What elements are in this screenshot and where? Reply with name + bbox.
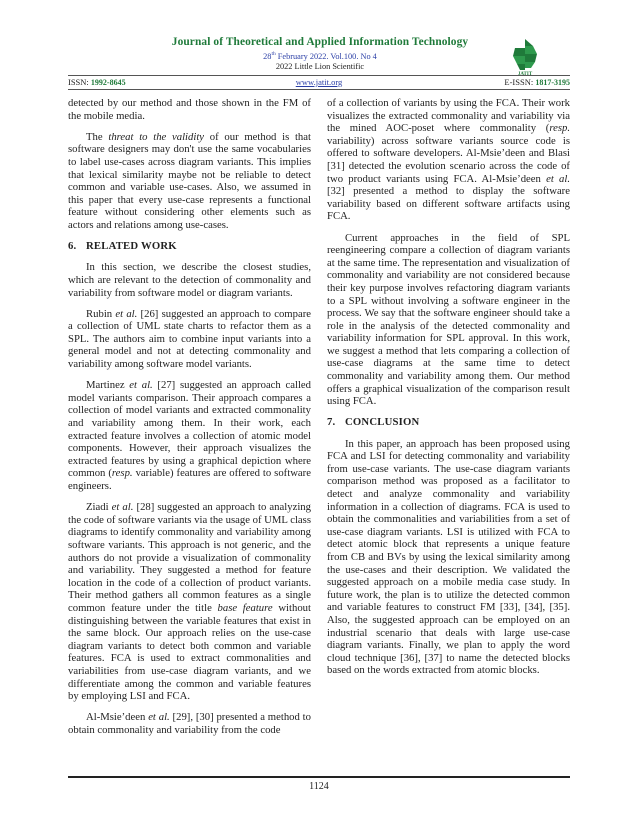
journal-title: Journal of Theoretical and Applied Information Technology — [171, 36, 469, 48]
paragraph-martinez — [68, 379, 311, 492]
logo-caption: JATIT — [517, 72, 533, 77]
right-column — [327, 97, 570, 686]
paragraph-continued — [327, 97, 570, 223]
paragraph-threat-to-validity — [68, 131, 311, 232]
paragraph-current-approaches: Current approaches in the field of SPL reengineering compare a collection of diagram variants at the same time. The representation and visualization of commonality and variability are not considered because their key purpose involves refactoring diagram variants to a SPL without involving a software engineer in the process. We say that the software engineer should take a role in the analysis of the detected commonality and variability information for SPL approval. In this work, we suggest a method that lets comparing a collection of use-case diagrams at the same time to detect commonality and variability among them. Our method offers a graphical visualization of the comparison result using FCA. — [327, 231, 570, 408]
publisher-line: 2022 Little Lion Scientific — [275, 62, 365, 71]
header-rule-top — [68, 75, 570, 76]
section-number: 7. — [327, 416, 336, 429]
emphasis: threat to the validity — [108, 130, 205, 143]
issue-line — [110, 51, 530, 61]
text-span: The — [86, 130, 109, 143]
eissn — [504, 77, 570, 87]
text-span: Rubin — [86, 307, 116, 320]
text-span: [29], [30] presented a method to obtain commonality and variability from the code — [68, 711, 311, 736]
header-rule-bottom — [68, 89, 570, 90]
emphasis: et al. — [148, 711, 170, 724]
eissn-value: 1817-3195 — [535, 78, 570, 87]
paragraph-ziadi — [68, 501, 311, 703]
paragraph-al-msiedeen — [68, 711, 311, 736]
text-span: Al-Msie’deen — [86, 711, 149, 724]
section-heading-conclusion — [327, 416, 570, 429]
text-span: variability) across software variants source code is offered to software developers. Al-Msie’deen and Blasi [31] detected the evolution scenario across the code of two product variants using FCA. Al-Msie’deen — [327, 134, 570, 185]
section-title: RELATED WORK — [86, 240, 177, 253]
text-span: Ziadi — [86, 501, 112, 514]
page-number: 1124 — [309, 781, 329, 792]
text-span: [27] suggested an approach called model variants comparison. Their approach compares a collection of model variants and extracted commonality and variability among them. In their work, each extracted feature involves a collection of atomic model components. However, their approach visualizes the extracted features by using a graphical depiction where common ( — [68, 379, 311, 480]
issn-row — [68, 77, 570, 89]
issn-label: ISSN: — [68, 77, 91, 87]
footer-rule — [68, 776, 570, 778]
text-span: of a collection of variants by using the FCA. Their work visualizes the extracted commonality and variability via the mined AOC-poset where commonality ( — [327, 97, 570, 135]
emphasis: resp. — [111, 467, 133, 480]
jatit-logo-icon — [509, 38, 541, 72]
text-span: Martinez — [86, 379, 130, 392]
issue-day-suffix: th — [271, 51, 276, 57]
left-column — [68, 97, 311, 745]
emphasis: et al. — [129, 379, 153, 392]
website-link[interactable]: www.jatit.org — [295, 77, 343, 87]
emphasis: et al. — [111, 501, 134, 514]
issue-details: February 2022. Vol.100. No 4 — [275, 51, 377, 61]
emphasis: et al. — [115, 307, 138, 320]
paragraph: In this section, we describe the closest studies, which are relevant to the detection of commonality and variability from software model or diagram variants. — [68, 261, 311, 299]
paragraph-rubin — [68, 308, 311, 371]
emphasis: resp. — [549, 122, 570, 135]
text-span: without distinguishing between the variable features that exist in the same block. Our approach relies on the use-case diagram variants to detect both common and variable features. FCA is used to extract commonalities and variabilities from use-case diagram variants, and we differentiate among the common and variable features by employing LSI and FCA. — [68, 601, 311, 703]
text-span: of our method is that software designers may don't use the same vocabularies to label use-cases across diagram variants. This implies that lexical similarity maybe not be reliable to detect common and variable use-cases. Also, we assumed in this paper that every use-case represents a functional feature without considering other elements such as actors and relations among use-cases. — [68, 130, 311, 231]
text-span: [28] suggested an approach to analyzing the code of software variants via the usage of UML class diagrams to identify commonality and variability among software variants. This approach is not generic, and the authors do not provide a visualization of commonality and variability. They suggested a method for feature location in the code of a collection of product variants. Their method gathers all common features as a single common feature under the title — [68, 501, 311, 614]
section-heading-related-work — [68, 240, 311, 253]
text-span: variable) features are offered to software engineers. — [68, 467, 311, 492]
emphasis: base feature — [217, 601, 273, 614]
text-span: [26] suggested an approach to compare a collection of UML state charts to refactor them as a SPL. The authors aim to combine input variants into a general model and not at detecting commonality and variability among software model variants. — [68, 307, 312, 371]
text-span: [32] presented a method to display the software variability based on different software artifacts using FCA. — [327, 185, 570, 223]
paragraph-conclusion: In this paper, an approach has been proposed using FCA and LSI for detecting commonality and variability from use-case variants. The use-case diagram variants comparison method was proposed as a facilitator to detect and analyze commonality and variability information in a collection of diagrams. FCA is used to obtain the commonalities and variabilities from a set of use-case diagram variants. LSI is utilized with FCA to detect atomic block that represents a unique feature from CB and BVs by using the lexical similarity among the use-cases and their description. We validated the suggested approach on a mobile media case study. In future work, the plan is to utilize the detected common and variable features to construct FM [33], [34], [35]. Also, the suggested approach can be employed on an industrial scenario that deals with large use-case diagram variants. Finally, we plan to apply the word cloud technique [36], [37] to name the detected blocks based on the words extracted from atomic blocks. — [327, 437, 570, 677]
section-title: CONCLUSION — [345, 416, 420, 429]
paragraph: detected by our method and those shown in the FM of the mobile media. — [68, 97, 311, 122]
eissn-label: E-ISSN: — [504, 77, 536, 87]
issn-value: 1992-8645 — [90, 78, 126, 87]
section-number: 6. — [68, 240, 77, 253]
page-header — [0, 0, 638, 92]
issue-day: 28 — [263, 51, 272, 61]
emphasis: et al. — [546, 172, 570, 185]
